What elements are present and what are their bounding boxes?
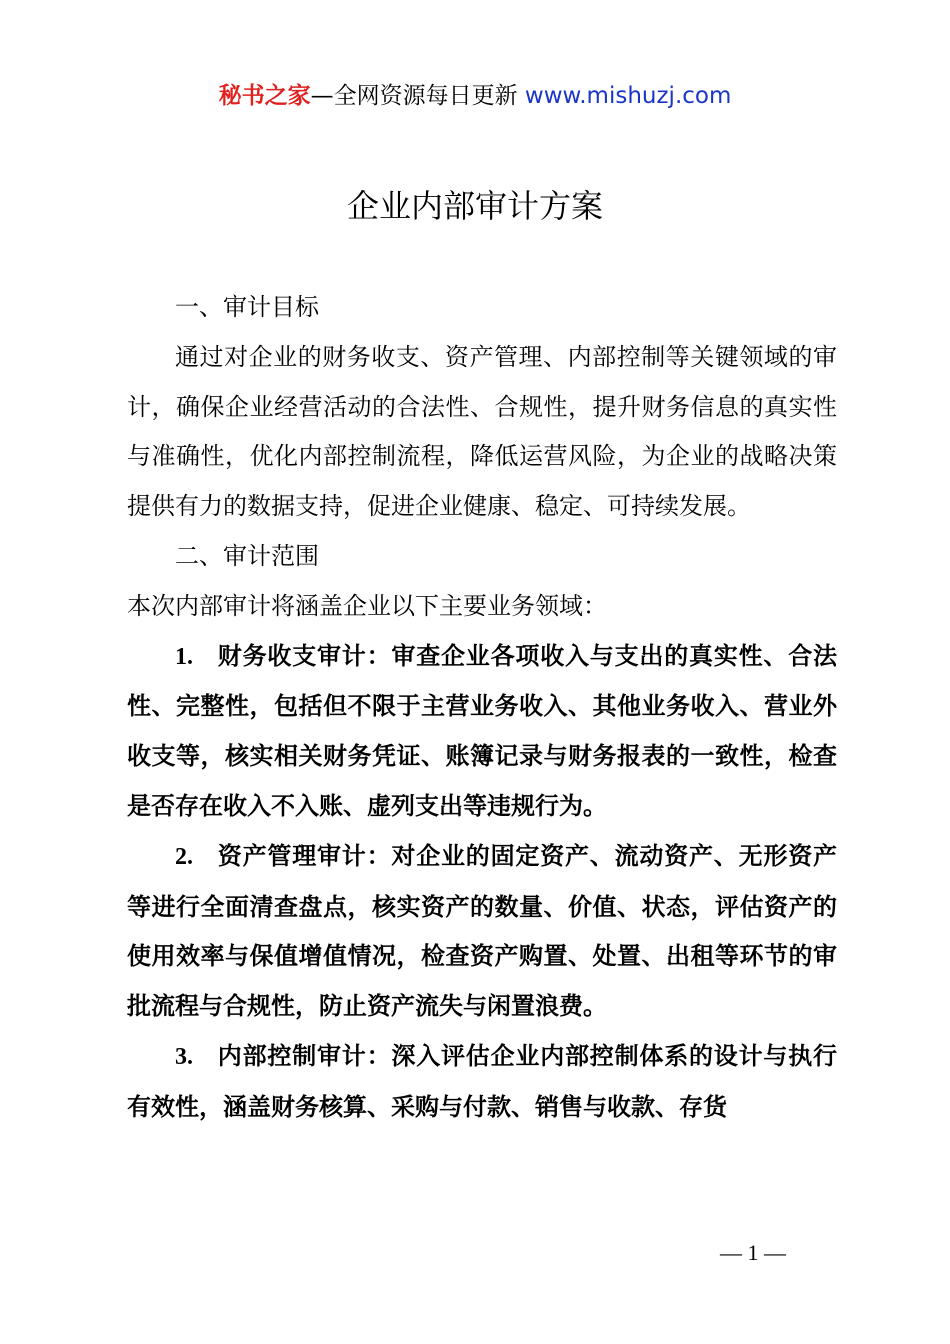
- scope-item-3: [127, 1032, 837, 1133]
- scope-item-2: [127, 832, 837, 1032]
- brand-name: 秘书之家: [218, 83, 311, 109]
- scope-item-2-number: 2.: [175, 843, 193, 870]
- document-title: 企业内部审计方案: [346, 187, 603, 225]
- header-url[interactable]: www.mishuzj.com: [524, 83, 732, 109]
- scope-item-1: [127, 632, 837, 832]
- site-header: [0, 80, 950, 112]
- scope-item-1-text: 财务收支审计：审查企业各项收入与支出的真实性、合法性、完整性，包括但不限于主营业务收入、其他业务收入、营业外收支等，核实相关财务凭证、账簿记录与财务报表的一致性，检查是否存在收入不入账、虚列支出等违规行为。: [127, 641, 837, 820]
- page-number: — 1 —: [720, 1240, 786, 1265]
- scope-item-2-text: 资产管理审计：对企业的固定资产、流动资产、无形资产等进行全面清查盘点，核实资产的数量、价值、状态，评估资产的使用效率与保值增值情况，检查资产购置、处置、出租等环节的审批流程与合规性，防止资产流失与闲置浪费。: [127, 841, 837, 1021]
- section-2-intro: 本次内部审计将涵盖企业以下主要业务领域：: [127, 591, 607, 620]
- document-body: [127, 283, 837, 1133]
- section-1-heading: 一、审计目标: [175, 293, 319, 321]
- section-1-body: 通过对企业的财务收支、资产管理、内部控制等关键领域的审计，确保企业经营活动的合法性、合规性，提升财务信息的真实性与准确性，优化内部控制流程，降低运营风险，为企业的战略决策提供有力的数据支持，促进企业健康、稳定、可持续发展。: [127, 342, 837, 521]
- scope-item-3-number: 3.: [175, 1043, 193, 1070]
- section-2-heading: 二、审计范围: [175, 541, 319, 570]
- header-slogan: —全网资源每日更新: [310, 83, 518, 109]
- scope-item-1-number: 1.: [175, 643, 193, 670]
- scope-item-3-text: 内部控制审计：深入评估企业内部控制体系的设计与执行有效性，涵盖财务核算、采购与付款、销售与收款、存货: [127, 1041, 837, 1121]
